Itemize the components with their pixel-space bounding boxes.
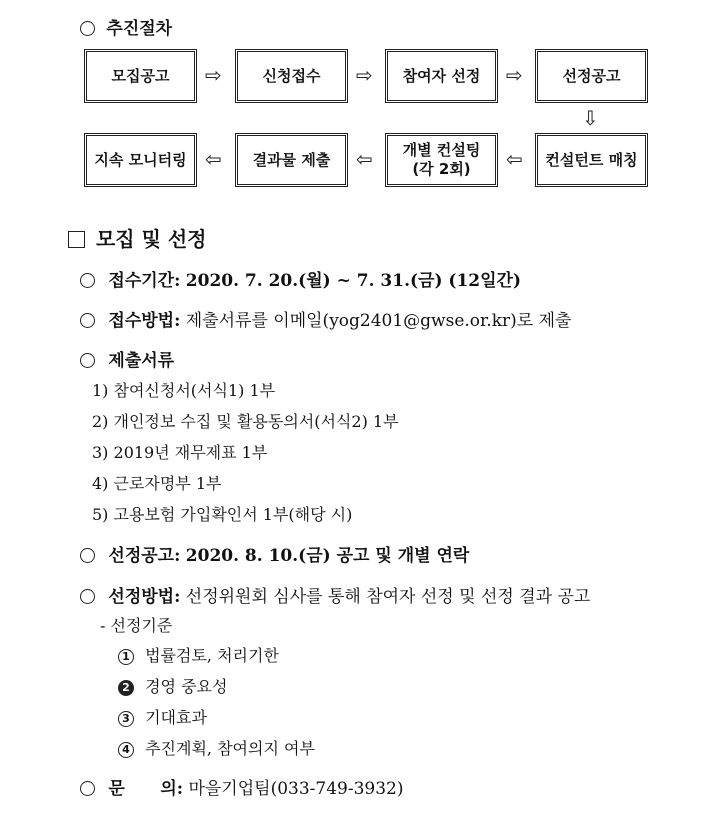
criteria-text: 법률검토, 처리기한 <box>145 646 279 665</box>
circle-bullet-icon <box>80 273 95 288</box>
criteria-item <box>118 705 207 728</box>
criteria-text: 경영 중요성 <box>145 677 228 696</box>
contact-label: 문 의: <box>108 779 184 799</box>
step-box-recruit-notice <box>84 49 197 103</box>
left-arrow-icon: ⇦ <box>356 147 373 171</box>
circle-bullet-icon <box>80 21 95 36</box>
criteria-item <box>118 736 315 759</box>
doc-item: 1) 참여신청서(서식1) 1부 <box>92 381 276 400</box>
contact-line <box>80 774 403 799</box>
square-bullet-icon <box>68 231 85 248</box>
right-arrow-icon: ⇨ <box>506 63 523 87</box>
select-value: 선정위원회 심사를 통해 참여자 선정 및 선정 결과 공고 <box>185 587 591 607</box>
circle-bullet-icon <box>80 781 95 796</box>
announce-label: 선정공고: <box>108 546 181 566</box>
docs-label: 제출서류 <box>108 351 175 371</box>
right-arrow-icon: ⇨ <box>356 63 373 87</box>
step-label: 컨설턴트 매칭 <box>545 150 638 169</box>
step-box-application <box>235 49 348 103</box>
step-box-deliverable <box>235 133 348 187</box>
circle-bullet-icon <box>80 548 95 563</box>
step-box-consultant-matching <box>535 133 648 187</box>
step-label: 모집공고 <box>111 66 170 85</box>
section-title-text: 모집 및 선정 <box>95 227 207 251</box>
circled-number-2-icon: 2 <box>118 680 134 696</box>
procedure-heading-text: 추진절차 <box>106 19 173 39</box>
step-label: 신청접수 <box>262 66 321 85</box>
method-label: 접수방법: <box>108 311 181 331</box>
step-box-consulting <box>385 133 498 187</box>
criteria-item <box>118 643 279 666</box>
doc-item: 5) 고용보험 가입확인서 1부(해당 시) <box>92 505 353 524</box>
step-box-selection-notice <box>535 49 648 103</box>
contact-value: 마을기업팀(033-749-3932) <box>188 779 404 799</box>
announce-line <box>80 541 469 566</box>
left-arrow-icon: ⇦ <box>506 147 523 171</box>
docs-line <box>80 346 174 371</box>
procedure-heading <box>80 14 172 39</box>
method-line <box>80 306 571 331</box>
circle-bullet-icon <box>80 353 95 368</box>
method-value: 제출서류를 이메일(yog2401@gwse.or.kr)로 제출 <box>185 311 572 331</box>
criteria-label: - 선정기준 <box>100 616 173 635</box>
period-value: 2020. 7. 20.(월) ~ 7. 31.(금) (12일간) <box>185 271 522 291</box>
period-label: 접수기간: <box>108 271 181 291</box>
step-box-participant-selection <box>385 49 498 103</box>
left-arrow-icon: ⇦ <box>205 147 222 171</box>
doc-item: 3) 2019년 재무제표 1부 <box>92 443 268 462</box>
step-box-monitoring <box>84 133 197 187</box>
circle-bullet-icon <box>80 313 95 328</box>
circled-number-1-icon: 1 <box>118 649 134 665</box>
doc-item: 2) 개인정보 수집 및 활용동의서(서식2) 1부 <box>92 412 399 431</box>
announce-value: 2020. 8. 10.(금) 공고 및 개별 연락 <box>185 546 470 566</box>
right-arrow-icon: ⇨ <box>205 63 222 87</box>
step-label: 결과물 제출 <box>252 150 331 169</box>
period-line <box>80 266 521 291</box>
criteria-text: 추진계획, 참여의지 여부 <box>145 739 315 758</box>
circled-number-3-icon: 3 <box>118 711 134 727</box>
criteria-item <box>118 674 227 697</box>
step-label: 개별 컨설팅 <box>402 141 481 160</box>
select-line <box>80 582 590 607</box>
circled-number-4-icon: 4 <box>118 742 134 758</box>
step-label: 선정공고 <box>562 66 621 85</box>
step-sublabel: (각 2회) <box>412 160 471 178</box>
step-label: 참여자 선정 <box>402 66 481 85</box>
circle-bullet-icon <box>80 589 95 604</box>
step-label: 지속 모니터링 <box>94 150 187 169</box>
select-label: 선정방법: <box>108 587 181 607</box>
down-arrow-icon: ⇩ <box>582 106 599 130</box>
criteria-text: 기대효과 <box>145 708 207 727</box>
section-title <box>68 223 207 252</box>
doc-item: 4) 근로자명부 1부 <box>92 474 222 493</box>
